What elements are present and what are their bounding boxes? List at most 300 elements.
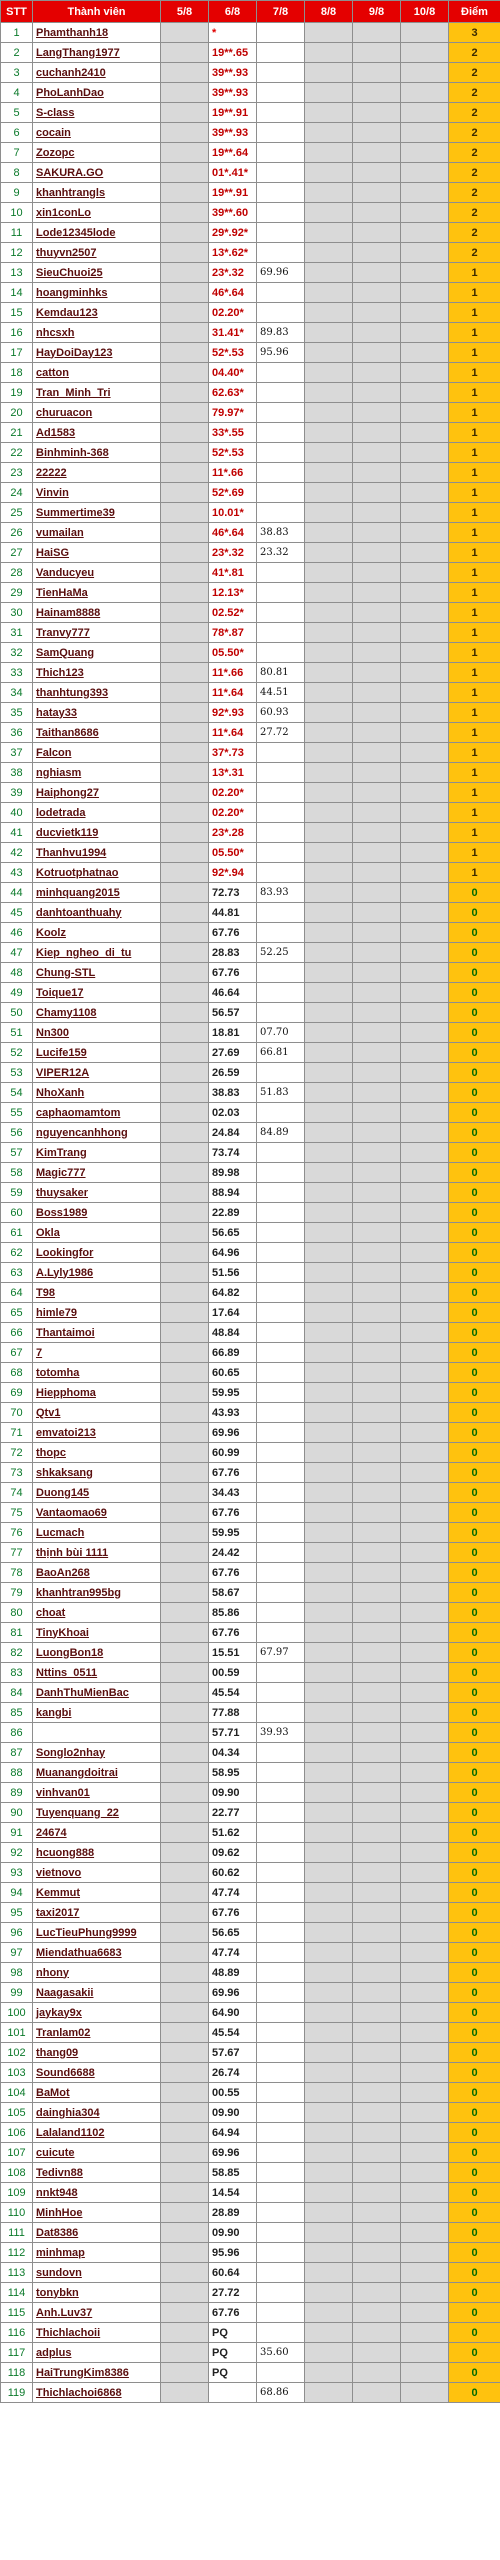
cell-day-5-8[interactable] bbox=[161, 1483, 209, 1503]
cell-day-9-8[interactable] bbox=[353, 983, 401, 1003]
cell-day-7-8[interactable] bbox=[257, 623, 305, 643]
member-name-link[interactable]: Zozopc bbox=[33, 143, 161, 163]
cell-day-6-8[interactable]: 02.20* bbox=[209, 783, 257, 803]
member-name-link[interactable]: Duong145 bbox=[33, 1483, 161, 1503]
cell-day-7-8[interactable] bbox=[257, 803, 305, 823]
cell-day-5-8[interactable] bbox=[161, 123, 209, 143]
cell-day-5-8[interactable] bbox=[161, 1243, 209, 1263]
cell-day-10-8[interactable] bbox=[401, 1303, 449, 1323]
cell-day-5-8[interactable] bbox=[161, 1803, 209, 1823]
cell-day-9-8[interactable] bbox=[353, 783, 401, 803]
cell-day-5-8[interactable] bbox=[161, 1963, 209, 1983]
cell-day-7-8[interactable] bbox=[257, 383, 305, 403]
cell-day-8-8[interactable] bbox=[305, 1223, 353, 1243]
cell-day-8-8[interactable] bbox=[305, 723, 353, 743]
member-name-link[interactable]: kangbi bbox=[33, 1703, 161, 1723]
cell-day-6-8[interactable]: 33*.55 bbox=[209, 423, 257, 443]
cell-day-8-8[interactable] bbox=[305, 623, 353, 643]
cell-day-6-8[interactable]: 89.98 bbox=[209, 1163, 257, 1183]
cell-day-8-8[interactable] bbox=[305, 1643, 353, 1663]
cell-day-10-8[interactable] bbox=[401, 943, 449, 963]
cell-day-8-8[interactable] bbox=[305, 1183, 353, 1203]
cell-day-6-8[interactable]: 39**.60 bbox=[209, 203, 257, 223]
cell-day-10-8[interactable] bbox=[401, 2163, 449, 2183]
cell-day-8-8[interactable] bbox=[305, 383, 353, 403]
cell-day-6-8[interactable]: 19**.91 bbox=[209, 103, 257, 123]
member-name-link[interactable]: LangThang1977 bbox=[33, 43, 161, 63]
cell-day-10-8[interactable] bbox=[401, 1723, 449, 1743]
cell-day-7-8[interactable] bbox=[257, 1223, 305, 1243]
cell-day-9-8[interactable] bbox=[353, 443, 401, 463]
cell-day-5-8[interactable] bbox=[161, 1443, 209, 1463]
cell-day-8-8[interactable] bbox=[305, 743, 353, 763]
member-name-link[interactable]: himle79 bbox=[33, 1303, 161, 1323]
cell-day-7-8[interactable] bbox=[257, 1963, 305, 1983]
member-name-link[interactable]: HaiTrungKim8386 bbox=[33, 2363, 161, 2383]
cell-day-5-8[interactable] bbox=[161, 2063, 209, 2083]
cell-day-10-8[interactable] bbox=[401, 1403, 449, 1423]
cell-day-7-8[interactable] bbox=[257, 2203, 305, 2223]
cell-day-10-8[interactable] bbox=[401, 403, 449, 423]
member-name-link[interactable]: HayDoiDay123 bbox=[33, 343, 161, 363]
cell-day-8-8[interactable] bbox=[305, 1463, 353, 1483]
cell-day-10-8[interactable] bbox=[401, 2263, 449, 2283]
cell-day-9-8[interactable] bbox=[353, 1243, 401, 1263]
cell-day-6-8[interactable]: 17.64 bbox=[209, 1303, 257, 1323]
cell-day-9-8[interactable] bbox=[353, 1323, 401, 1343]
cell-day-7-8[interactable] bbox=[257, 903, 305, 923]
cell-day-6-8[interactable]: 69.96 bbox=[209, 1983, 257, 2003]
cell-day-6-8[interactable]: 59.95 bbox=[209, 1383, 257, 1403]
member-name-link[interactable]: BaoAn268 bbox=[33, 1563, 161, 1583]
cell-day-8-8[interactable] bbox=[305, 2123, 353, 2143]
cell-day-7-8[interactable]: 66.81 bbox=[257, 1043, 305, 1063]
cell-day-5-8[interactable] bbox=[161, 1763, 209, 1783]
cell-day-5-8[interactable] bbox=[161, 2283, 209, 2303]
cell-day-8-8[interactable] bbox=[305, 1043, 353, 1063]
cell-day-9-8[interactable] bbox=[353, 943, 401, 963]
member-name-link[interactable]: thịnh bùi 1111 bbox=[33, 1543, 161, 1563]
member-name-link[interactable]: khanhtran995bg bbox=[33, 1583, 161, 1603]
cell-day-10-8[interactable] bbox=[401, 1783, 449, 1803]
cell-day-6-8[interactable]: 19**.91 bbox=[209, 183, 257, 203]
cell-day-6-8[interactable]: 29*.92* bbox=[209, 223, 257, 243]
member-name-link[interactable]: Thantaimoi bbox=[33, 1323, 161, 1343]
cell-day-8-8[interactable] bbox=[305, 1323, 353, 1343]
cell-day-9-8[interactable] bbox=[353, 2383, 401, 2403]
cell-day-9-8[interactable] bbox=[353, 1163, 401, 1183]
header-score[interactable]: Điểm bbox=[449, 1, 500, 23]
cell-day-5-8[interactable] bbox=[161, 723, 209, 743]
cell-day-10-8[interactable] bbox=[401, 1423, 449, 1443]
cell-day-6-8[interactable]: 58.95 bbox=[209, 1763, 257, 1783]
cell-day-6-8[interactable]: 09.90 bbox=[209, 2223, 257, 2243]
cell-day-7-8[interactable] bbox=[257, 2303, 305, 2323]
cell-day-6-8[interactable]: 57.71 bbox=[209, 1723, 257, 1743]
cell-day-7-8[interactable] bbox=[257, 2043, 305, 2063]
cell-day-7-8[interactable] bbox=[257, 2243, 305, 2263]
cell-day-7-8[interactable] bbox=[257, 23, 305, 43]
cell-day-5-8[interactable] bbox=[161, 163, 209, 183]
member-name-link[interactable]: Thanhvu1994 bbox=[33, 843, 161, 863]
cell-day-5-8[interactable] bbox=[161, 1203, 209, 1223]
cell-day-10-8[interactable] bbox=[401, 1203, 449, 1223]
member-name-link[interactable]: adplus bbox=[33, 2343, 161, 2363]
cell-day-5-8[interactable] bbox=[161, 343, 209, 363]
cell-day-9-8[interactable] bbox=[353, 523, 401, 543]
member-name-link[interactable]: Taithan8686 bbox=[33, 723, 161, 743]
cell-day-8-8[interactable] bbox=[305, 783, 353, 803]
cell-day-7-8[interactable]: 44.51 bbox=[257, 683, 305, 703]
header-day-9-8[interactable]: 9/8 bbox=[353, 1, 401, 23]
cell-day-7-8[interactable] bbox=[257, 363, 305, 383]
cell-day-6-8[interactable]: 02.03 bbox=[209, 1103, 257, 1123]
cell-day-6-8[interactable]: 77.88 bbox=[209, 1703, 257, 1723]
cell-day-8-8[interactable] bbox=[305, 2223, 353, 2243]
cell-day-6-8[interactable]: 92*.94 bbox=[209, 863, 257, 883]
cell-day-5-8[interactable] bbox=[161, 683, 209, 703]
member-name-link[interactable]: thopc bbox=[33, 1443, 161, 1463]
cell-day-5-8[interactable] bbox=[161, 1943, 209, 1963]
cell-day-10-8[interactable] bbox=[401, 23, 449, 43]
cell-day-9-8[interactable] bbox=[353, 1383, 401, 1403]
cell-day-6-8[interactable]: 09.90 bbox=[209, 1783, 257, 1803]
header-day-5-8[interactable]: 5/8 bbox=[161, 1, 209, 23]
cell-day-7-8[interactable]: 80.81 bbox=[257, 663, 305, 683]
member-name-link[interactable]: totomha bbox=[33, 1363, 161, 1383]
cell-day-9-8[interactable] bbox=[353, 643, 401, 663]
cell-day-8-8[interactable] bbox=[305, 1583, 353, 1603]
cell-day-7-8[interactable] bbox=[257, 2183, 305, 2203]
cell-day-5-8[interactable] bbox=[161, 703, 209, 723]
cell-day-5-8[interactable] bbox=[161, 2083, 209, 2103]
cell-day-9-8[interactable] bbox=[353, 1483, 401, 1503]
member-name-link[interactable]: Falcon bbox=[33, 743, 161, 763]
cell-day-7-8[interactable] bbox=[257, 283, 305, 303]
cell-day-8-8[interactable] bbox=[305, 363, 353, 383]
cell-day-8-8[interactable] bbox=[305, 1123, 353, 1143]
cell-day-8-8[interactable] bbox=[305, 1363, 353, 1383]
cell-day-10-8[interactable] bbox=[401, 2123, 449, 2143]
member-name-link[interactable]: Magic777 bbox=[33, 1163, 161, 1183]
cell-day-8-8[interactable] bbox=[305, 1943, 353, 1963]
cell-day-5-8[interactable] bbox=[161, 1563, 209, 1583]
cell-day-10-8[interactable] bbox=[401, 1803, 449, 1823]
cell-day-7-8[interactable]: 68.86 bbox=[257, 2383, 305, 2403]
cell-day-10-8[interactable] bbox=[401, 2223, 449, 2243]
cell-day-10-8[interactable] bbox=[401, 2343, 449, 2363]
cell-day-9-8[interactable] bbox=[353, 303, 401, 323]
cell-day-6-8[interactable]: 37*.73 bbox=[209, 743, 257, 763]
cell-day-10-8[interactable] bbox=[401, 363, 449, 383]
cell-day-9-8[interactable] bbox=[353, 1463, 401, 1483]
cell-day-6-8[interactable]: 23*.28 bbox=[209, 823, 257, 843]
cell-day-7-8[interactable] bbox=[257, 643, 305, 663]
cell-day-9-8[interactable] bbox=[353, 1223, 401, 1243]
cell-day-6-8[interactable]: 28.89 bbox=[209, 2203, 257, 2223]
cell-day-8-8[interactable] bbox=[305, 503, 353, 523]
cell-day-5-8[interactable] bbox=[161, 1103, 209, 1123]
cell-day-10-8[interactable] bbox=[401, 443, 449, 463]
cell-day-10-8[interactable] bbox=[401, 1743, 449, 1763]
member-name-link[interactable]: nhcsxh bbox=[33, 323, 161, 343]
cell-day-6-8[interactable]: 64.82 bbox=[209, 1283, 257, 1303]
cell-day-7-8[interactable] bbox=[257, 1763, 305, 1783]
cell-day-10-8[interactable] bbox=[401, 1583, 449, 1603]
cell-day-9-8[interactable] bbox=[353, 683, 401, 703]
member-name-link[interactable]: Thichlachoi6868 bbox=[33, 2383, 161, 2403]
cell-day-8-8[interactable] bbox=[305, 1483, 353, 1503]
cell-day-10-8[interactable] bbox=[401, 463, 449, 483]
member-name-link[interactable]: Vanducyeu bbox=[33, 563, 161, 583]
cell-day-9-8[interactable] bbox=[353, 1023, 401, 1043]
cell-day-8-8[interactable] bbox=[305, 1283, 353, 1303]
header-stt[interactable]: STT bbox=[1, 1, 33, 23]
cell-day-5-8[interactable] bbox=[161, 1263, 209, 1283]
cell-day-9-8[interactable] bbox=[353, 2183, 401, 2203]
member-name-link[interactable]: danhtoanthuahy bbox=[33, 903, 161, 923]
cell-day-8-8[interactable] bbox=[305, 1063, 353, 1083]
cell-day-9-8[interactable] bbox=[353, 2063, 401, 2083]
cell-day-5-8[interactable] bbox=[161, 363, 209, 383]
header-day-10-8[interactable]: 10/8 bbox=[401, 1, 449, 23]
member-name-link[interactable]: dainghia304 bbox=[33, 2103, 161, 2123]
cell-day-10-8[interactable] bbox=[401, 1483, 449, 1503]
cell-day-7-8[interactable]: 38.83 bbox=[257, 523, 305, 543]
cell-day-7-8[interactable] bbox=[257, 1443, 305, 1463]
cell-day-6-8[interactable]: 46.64 bbox=[209, 983, 257, 1003]
cell-day-5-8[interactable] bbox=[161, 763, 209, 783]
cell-day-8-8[interactable] bbox=[305, 2083, 353, 2103]
member-name-link[interactable]: Tuyenquang_22 bbox=[33, 1803, 161, 1823]
cell-day-8-8[interactable] bbox=[305, 23, 353, 43]
cell-day-5-8[interactable] bbox=[161, 543, 209, 563]
cell-day-8-8[interactable] bbox=[305, 803, 353, 823]
cell-day-7-8[interactable] bbox=[257, 1623, 305, 1643]
cell-day-5-8[interactable] bbox=[161, 103, 209, 123]
cell-day-5-8[interactable] bbox=[161, 523, 209, 543]
cell-day-10-8[interactable] bbox=[401, 63, 449, 83]
cell-day-9-8[interactable] bbox=[353, 363, 401, 383]
cell-day-5-8[interactable] bbox=[161, 263, 209, 283]
cell-day-9-8[interactable] bbox=[353, 163, 401, 183]
cell-day-6-8[interactable]: 26.59 bbox=[209, 1063, 257, 1083]
member-name-link[interactable]: taxi2017 bbox=[33, 1903, 161, 1923]
cell-day-10-8[interactable] bbox=[401, 843, 449, 863]
member-name-link[interactable]: S-class bbox=[33, 103, 161, 123]
cell-day-9-8[interactable] bbox=[353, 2203, 401, 2223]
cell-day-8-8[interactable] bbox=[305, 1983, 353, 2003]
cell-day-8-8[interactable] bbox=[305, 2023, 353, 2043]
cell-day-10-8[interactable] bbox=[401, 1563, 449, 1583]
member-name-link[interactable]: minhmap bbox=[33, 2243, 161, 2263]
cell-day-9-8[interactable] bbox=[353, 2123, 401, 2143]
cell-day-10-8[interactable] bbox=[401, 1503, 449, 1523]
cell-day-7-8[interactable] bbox=[257, 2363, 305, 2383]
cell-day-5-8[interactable] bbox=[161, 2263, 209, 2283]
cell-day-5-8[interactable] bbox=[161, 1663, 209, 1683]
cell-day-5-8[interactable] bbox=[161, 423, 209, 443]
cell-day-5-8[interactable] bbox=[161, 1283, 209, 1303]
cell-day-5-8[interactable] bbox=[161, 383, 209, 403]
cell-day-7-8[interactable] bbox=[257, 1983, 305, 2003]
cell-day-8-8[interactable] bbox=[305, 923, 353, 943]
cell-day-10-8[interactable] bbox=[401, 1543, 449, 1563]
cell-day-6-8[interactable]: 38.83 bbox=[209, 1083, 257, 1103]
cell-day-5-8[interactable] bbox=[161, 323, 209, 343]
cell-day-7-8[interactable] bbox=[257, 2123, 305, 2143]
cell-day-9-8[interactable] bbox=[353, 763, 401, 783]
cell-day-5-8[interactable] bbox=[161, 1843, 209, 1863]
cell-day-10-8[interactable] bbox=[401, 1443, 449, 1463]
cell-day-8-8[interactable] bbox=[305, 1143, 353, 1163]
cell-day-9-8[interactable] bbox=[353, 1903, 401, 1923]
cell-day-5-8[interactable] bbox=[161, 2103, 209, 2123]
cell-day-9-8[interactable] bbox=[353, 2163, 401, 2183]
cell-day-6-8[interactable]: 11*.64 bbox=[209, 723, 257, 743]
member-name-link[interactable]: nguyencanhhong bbox=[33, 1123, 161, 1143]
cell-day-6-8[interactable]: 67.76 bbox=[209, 1503, 257, 1523]
cell-day-7-8[interactable] bbox=[257, 2223, 305, 2243]
cell-day-6-8[interactable]: 04.34 bbox=[209, 1743, 257, 1763]
cell-day-6-8[interactable]: 46*.64 bbox=[209, 523, 257, 543]
member-name-link[interactable]: Binhminh-368 bbox=[33, 443, 161, 463]
member-name-link[interactable]: nnkt948 bbox=[33, 2183, 161, 2203]
member-name-link[interactable]: Chamy1108 bbox=[33, 1003, 161, 1023]
member-name-link[interactable]: Anh.Luv37 bbox=[33, 2303, 161, 2323]
cell-day-6-8[interactable]: 60.64 bbox=[209, 2263, 257, 2283]
cell-day-5-8[interactable] bbox=[161, 43, 209, 63]
cell-day-8-8[interactable] bbox=[305, 523, 353, 543]
cell-day-10-8[interactable] bbox=[401, 1063, 449, 1083]
cell-day-5-8[interactable] bbox=[161, 63, 209, 83]
cell-day-7-8[interactable] bbox=[257, 63, 305, 83]
member-name-link[interactable]: 7 bbox=[33, 1343, 161, 1363]
cell-day-10-8[interactable] bbox=[401, 1863, 449, 1883]
cell-day-7-8[interactable] bbox=[257, 1823, 305, 1843]
cell-day-8-8[interactable] bbox=[305, 1823, 353, 1843]
cell-day-7-8[interactable]: 27.72 bbox=[257, 723, 305, 743]
cell-day-8-8[interactable] bbox=[305, 1383, 353, 1403]
cell-day-7-8[interactable]: 35.60 bbox=[257, 2343, 305, 2363]
cell-day-5-8[interactable] bbox=[161, 2023, 209, 2043]
cell-day-8-8[interactable] bbox=[305, 843, 353, 863]
cell-day-6-8[interactable]: 15.51 bbox=[209, 1643, 257, 1663]
cell-day-8-8[interactable] bbox=[305, 2043, 353, 2063]
cell-day-9-8[interactable] bbox=[353, 743, 401, 763]
member-name-link[interactable]: 22222 bbox=[33, 463, 161, 483]
cell-day-7-8[interactable] bbox=[257, 2163, 305, 2183]
cell-day-9-8[interactable] bbox=[353, 323, 401, 343]
cell-day-8-8[interactable] bbox=[305, 2323, 353, 2343]
cell-day-9-8[interactable] bbox=[353, 103, 401, 123]
cell-day-10-8[interactable] bbox=[401, 1283, 449, 1303]
cell-day-6-8[interactable]: 52*.53 bbox=[209, 443, 257, 463]
cell-day-6-8[interactable]: 05.50* bbox=[209, 843, 257, 863]
cell-day-6-8[interactable]: 00.55 bbox=[209, 2083, 257, 2103]
cell-day-9-8[interactable] bbox=[353, 1183, 401, 1203]
cell-day-5-8[interactable] bbox=[161, 563, 209, 583]
cell-day-8-8[interactable] bbox=[305, 1103, 353, 1123]
cell-day-7-8[interactable] bbox=[257, 1263, 305, 1283]
cell-day-6-8[interactable]: 45.54 bbox=[209, 2023, 257, 2043]
cell-day-9-8[interactable] bbox=[353, 1423, 401, 1443]
cell-day-5-8[interactable] bbox=[161, 1603, 209, 1623]
cell-day-9-8[interactable] bbox=[353, 1983, 401, 2003]
cell-day-9-8[interactable] bbox=[353, 1963, 401, 1983]
cell-day-8-8[interactable] bbox=[305, 2283, 353, 2303]
cell-day-6-8[interactable]: PQ bbox=[209, 2343, 257, 2363]
cell-day-9-8[interactable] bbox=[353, 1583, 401, 1603]
cell-day-7-8[interactable] bbox=[257, 1283, 305, 1303]
member-name-link[interactable]: A.Lyly1986 bbox=[33, 1263, 161, 1283]
cell-day-6-8[interactable]: 23*.32 bbox=[209, 543, 257, 563]
cell-day-6-8[interactable]: 22.77 bbox=[209, 1803, 257, 1823]
cell-day-10-8[interactable] bbox=[401, 1323, 449, 1343]
cell-day-6-8[interactable]: 69.96 bbox=[209, 2143, 257, 2163]
cell-day-5-8[interactable] bbox=[161, 23, 209, 43]
cell-day-8-8[interactable] bbox=[305, 963, 353, 983]
cell-day-10-8[interactable] bbox=[401, 2383, 449, 2403]
cell-day-5-8[interactable] bbox=[161, 643, 209, 663]
cell-day-9-8[interactable] bbox=[353, 1523, 401, 1543]
cell-day-7-8[interactable] bbox=[257, 303, 305, 323]
cell-day-10-8[interactable] bbox=[401, 2183, 449, 2203]
cell-day-10-8[interactable] bbox=[401, 623, 449, 643]
member-name-link[interactable]: PhoLanhDao bbox=[33, 83, 161, 103]
cell-day-6-8[interactable]: * bbox=[209, 23, 257, 43]
cell-day-7-8[interactable] bbox=[257, 1143, 305, 1163]
cell-day-7-8[interactable] bbox=[257, 1183, 305, 1203]
cell-day-7-8[interactable] bbox=[257, 1783, 305, 1803]
cell-day-8-8[interactable] bbox=[305, 243, 353, 263]
cell-day-6-8[interactable]: 67.76 bbox=[209, 1903, 257, 1923]
cell-day-8-8[interactable] bbox=[305, 2063, 353, 2083]
cell-day-10-8[interactable] bbox=[401, 343, 449, 363]
cell-day-8-8[interactable] bbox=[305, 1003, 353, 1023]
cell-day-6-8[interactable]: 39**.93 bbox=[209, 123, 257, 143]
cell-day-5-8[interactable] bbox=[161, 1863, 209, 1883]
cell-day-9-8[interactable] bbox=[353, 803, 401, 823]
cell-day-10-8[interactable] bbox=[401, 643, 449, 663]
cell-day-7-8[interactable] bbox=[257, 1163, 305, 1183]
cell-day-6-8[interactable]: 57.67 bbox=[209, 2043, 257, 2063]
cell-day-9-8[interactable] bbox=[353, 1603, 401, 1623]
member-name-link[interactable]: Songlo2nhay bbox=[33, 1743, 161, 1763]
cell-day-9-8[interactable] bbox=[353, 1443, 401, 1463]
cell-day-7-8[interactable]: 67.97 bbox=[257, 1643, 305, 1663]
cell-day-8-8[interactable] bbox=[305, 863, 353, 883]
cell-day-6-8[interactable]: 69.96 bbox=[209, 1423, 257, 1443]
cell-day-8-8[interactable] bbox=[305, 943, 353, 963]
cell-day-7-8[interactable]: 23.32 bbox=[257, 543, 305, 563]
cell-day-7-8[interactable] bbox=[257, 443, 305, 463]
cell-day-9-8[interactable] bbox=[353, 463, 401, 483]
cell-day-6-8[interactable]: 51.56 bbox=[209, 1263, 257, 1283]
cell-day-8-8[interactable] bbox=[305, 2363, 353, 2383]
cell-day-5-8[interactable] bbox=[161, 1303, 209, 1323]
cell-day-7-8[interactable] bbox=[257, 1663, 305, 1683]
cell-day-10-8[interactable] bbox=[401, 1823, 449, 1843]
member-name-link[interactable]: Boss1989 bbox=[33, 1203, 161, 1223]
cell-day-6-8[interactable]: 02.52* bbox=[209, 603, 257, 623]
cell-day-10-8[interactable] bbox=[401, 383, 449, 403]
cell-day-9-8[interactable] bbox=[353, 1763, 401, 1783]
cell-day-6-8[interactable]: 00.59 bbox=[209, 1663, 257, 1683]
cell-day-5-8[interactable] bbox=[161, 1003, 209, 1023]
cell-day-10-8[interactable] bbox=[401, 1623, 449, 1643]
cell-day-7-8[interactable] bbox=[257, 83, 305, 103]
